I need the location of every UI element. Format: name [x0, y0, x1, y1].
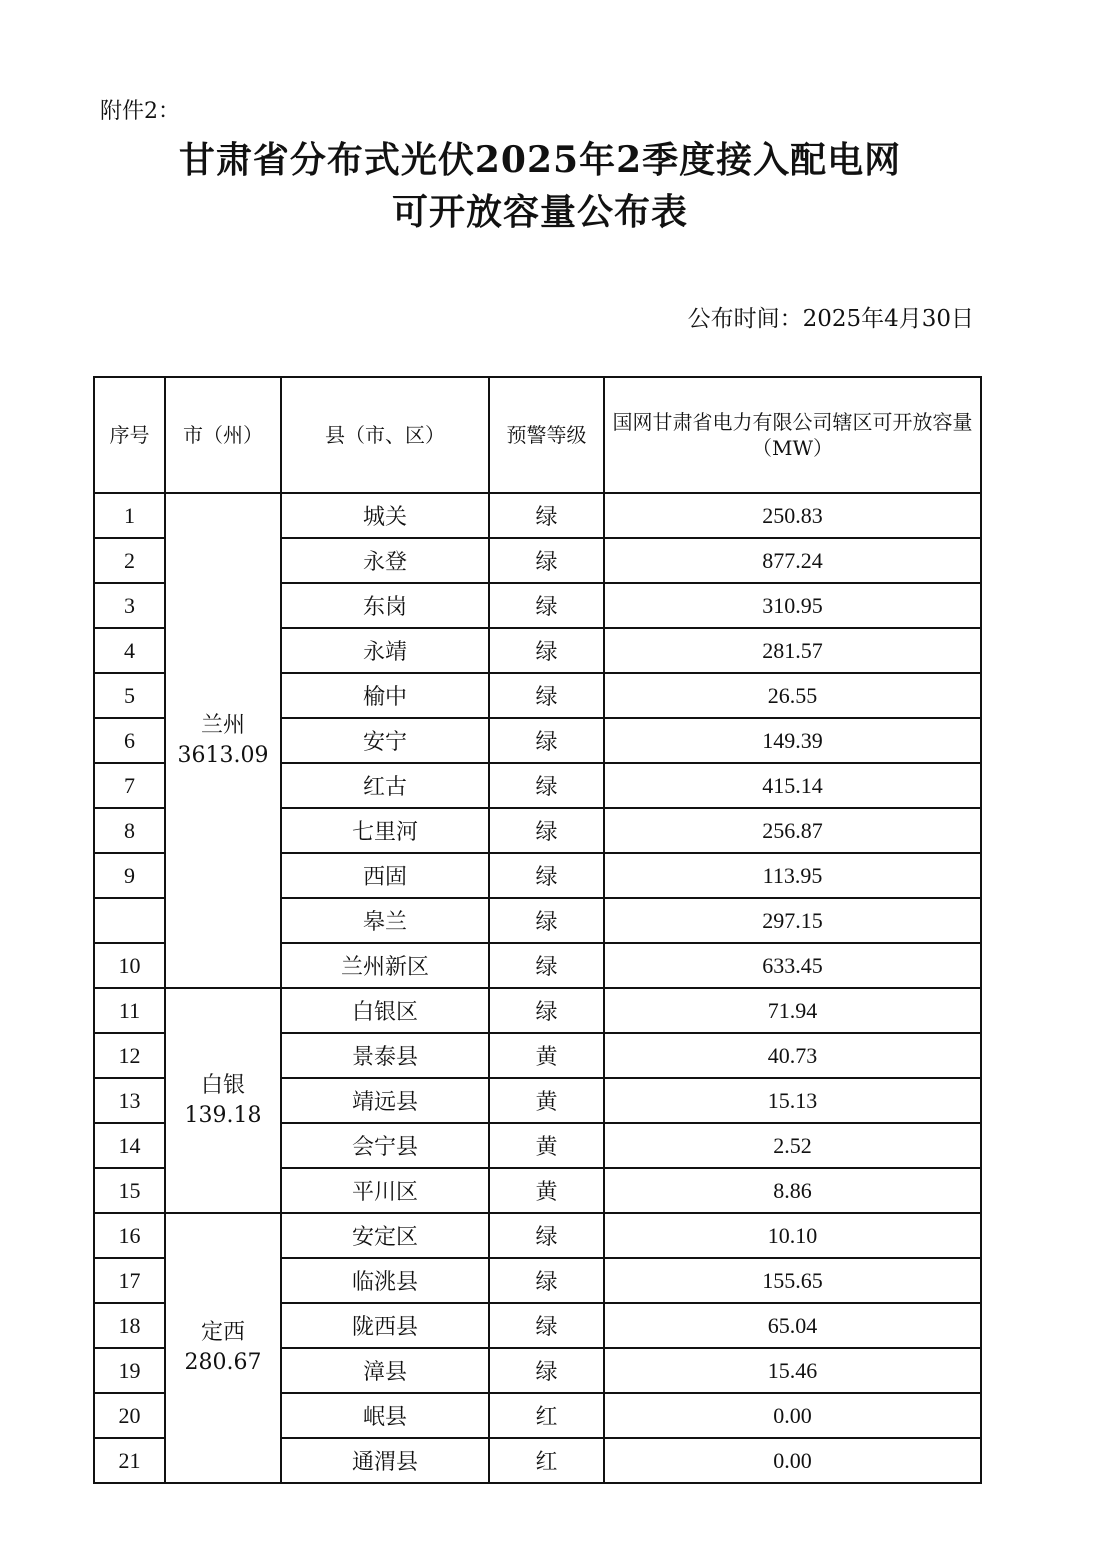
- row-seq: 16: [94, 1213, 165, 1258]
- row-capacity: 71.94: [604, 988, 981, 1033]
- table-row: [94, 493, 981, 538]
- row-warning-level: 黄: [489, 1168, 604, 1213]
- city-total-capacity: 139.18: [184, 1102, 262, 1128]
- city-name: 兰州: [200, 712, 245, 738]
- row-warning-level: 绿: [489, 673, 604, 718]
- row-seq: 18: [94, 1303, 165, 1348]
- row-capacity: 65.04: [604, 1303, 981, 1348]
- row-seq: [94, 898, 165, 943]
- row-seq: 9: [94, 853, 165, 898]
- row-county: 永登: [281, 538, 489, 583]
- table-row: [94, 988, 981, 1033]
- row-seq: 19: [94, 1348, 165, 1393]
- row-capacity: 415.14: [604, 763, 981, 808]
- row-county: 靖远县: [281, 1078, 489, 1123]
- row-warning-level: 绿: [489, 1258, 604, 1303]
- header-county: 县（市、区）: [281, 377, 489, 493]
- row-capacity: 0.00: [604, 1393, 981, 1438]
- row-seq: 7: [94, 763, 165, 808]
- row-warning-level: 绿: [489, 1348, 604, 1393]
- row-county: 榆中: [281, 673, 489, 718]
- row-capacity: 10.10: [604, 1213, 981, 1258]
- document-title-line-2: 可开放容量公布表: [391, 191, 688, 233]
- row-seq: 15: [94, 1168, 165, 1213]
- city-total-capacity: 3613.09: [177, 742, 269, 768]
- city-cell: [165, 988, 281, 1213]
- row-seq: 17: [94, 1258, 165, 1303]
- row-capacity: 40.73: [604, 1033, 981, 1078]
- city-cell: [165, 1213, 281, 1483]
- row-capacity: 8.86: [604, 1168, 981, 1213]
- row-seq: 1: [94, 493, 165, 538]
- row-seq: 5: [94, 673, 165, 718]
- row-seq: 6: [94, 718, 165, 763]
- row-seq: 14: [94, 1123, 165, 1168]
- row-capacity: 310.95: [604, 583, 981, 628]
- table-row: [94, 1213, 981, 1258]
- header-seq: 序号: [94, 377, 165, 493]
- row-seq: 20: [94, 1393, 165, 1438]
- row-seq: 3: [94, 583, 165, 628]
- row-county: 白银区: [281, 988, 489, 1033]
- row-county: 红古: [281, 763, 489, 808]
- row-county: 城关: [281, 493, 489, 538]
- row-county: 漳县: [281, 1348, 489, 1393]
- row-warning-level: 红: [489, 1438, 604, 1483]
- row-capacity: 113.95: [604, 853, 981, 898]
- row-county: 临洮县: [281, 1258, 489, 1303]
- row-warning-level: 绿: [489, 1213, 604, 1258]
- header-capacity-text: 国网甘肃省电力有限公司辖区可开放容量（MW）: [612, 410, 973, 460]
- row-capacity: 877.24: [604, 538, 981, 583]
- row-warning-level: 绿: [489, 493, 604, 538]
- row-capacity: 0.00: [604, 1438, 981, 1483]
- row-warning-level: 黄: [489, 1078, 604, 1123]
- row-county: 岷县: [281, 1393, 489, 1438]
- row-warning-level: 绿: [489, 988, 604, 1033]
- row-warning-level: 绿: [489, 538, 604, 583]
- row-county: 安定区: [281, 1213, 489, 1258]
- row-warning-level: 黄: [489, 1123, 604, 1168]
- row-warning-level: 绿: [489, 853, 604, 898]
- row-capacity: 26.55: [604, 673, 981, 718]
- row-warning-level: 红: [489, 1393, 604, 1438]
- row-county: 景泰县: [281, 1033, 489, 1078]
- row-capacity: 149.39: [604, 718, 981, 763]
- city-total-capacity: 280.67: [184, 1350, 262, 1375]
- row-capacity: 281.57: [604, 628, 981, 673]
- row-seq: 4: [94, 628, 165, 673]
- row-seq: 11: [94, 988, 165, 1033]
- city-name: 白银: [200, 1072, 245, 1098]
- row-county: 永靖: [281, 628, 489, 673]
- row-seq: 13: [94, 1078, 165, 1123]
- row-seq: 10: [94, 943, 165, 988]
- row-county: 皋兰: [281, 898, 489, 943]
- row-county: 会宁县: [281, 1123, 489, 1168]
- city-name: 定西: [200, 1320, 245, 1345]
- row-warning-level: 黄: [489, 1033, 604, 1078]
- row-capacity: 15.13: [604, 1078, 981, 1123]
- row-capacity: 250.83: [604, 493, 981, 538]
- row-county: 通渭县: [281, 1438, 489, 1483]
- row-warning-level: 绿: [489, 943, 604, 988]
- header-city: 市（州）: [165, 377, 281, 493]
- row-seq: 21: [94, 1438, 165, 1483]
- row-capacity: 155.65: [604, 1258, 981, 1303]
- row-county: 安宁: [281, 718, 489, 763]
- attachment-label: 附件2：: [100, 99, 180, 124]
- row-warning-level: 绿: [489, 808, 604, 853]
- table-body: [94, 493, 981, 1483]
- header-warning-level: 预警等级: [489, 377, 604, 493]
- capacity-table: [93, 376, 982, 1484]
- row-seq: 2: [94, 538, 165, 583]
- header-capacity: [604, 377, 981, 493]
- row-warning-level: 绿: [489, 583, 604, 628]
- row-capacity: 2.52: [604, 1123, 981, 1168]
- row-warning-level: 绿: [489, 763, 604, 808]
- row-county: 七里河: [281, 808, 489, 853]
- document-title-line-1: 甘肃省分布式光伏2025年2季度接入配电网: [178, 139, 902, 181]
- row-seq: 12: [94, 1033, 165, 1078]
- row-capacity: 256.87: [604, 808, 981, 853]
- row-warning-level: 绿: [489, 718, 604, 763]
- row-capacity: 15.46: [604, 1348, 981, 1393]
- row-warning-level: 绿: [489, 628, 604, 673]
- row-seq: 8: [94, 808, 165, 853]
- row-county: 西固: [281, 853, 489, 898]
- row-capacity: 297.15: [604, 898, 981, 943]
- row-county: 东岗: [281, 583, 489, 628]
- row-warning-level: 绿: [489, 1303, 604, 1348]
- row-warning-level: 绿: [489, 898, 604, 943]
- city-cell: [165, 493, 281, 988]
- row-capacity: 633.45: [604, 943, 981, 988]
- row-county: 兰州新区: [281, 943, 489, 988]
- row-county: 陇西县: [281, 1303, 489, 1348]
- table-header-row: [94, 377, 981, 493]
- publish-date: 公布时间：2025年4月30日: [687, 306, 974, 332]
- row-county: 平川区: [281, 1168, 489, 1213]
